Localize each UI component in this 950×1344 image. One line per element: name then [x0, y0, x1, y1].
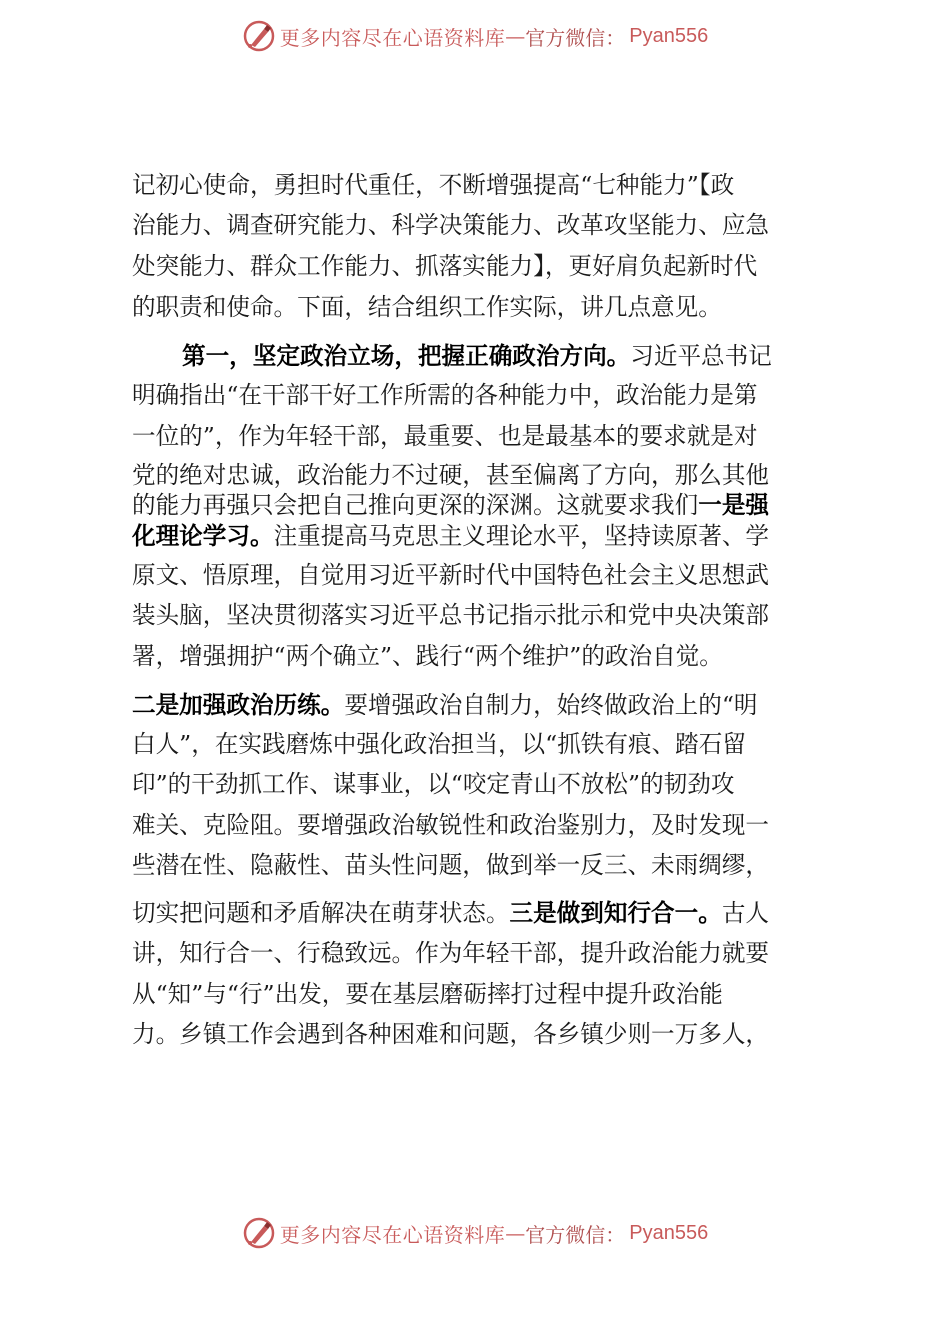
banner-wechat-label: 官方微信：	[525, 25, 626, 50]
text-line: 从“知”与“行”出发，要在基层磨砺摔打过程中提升政治能	[132, 980, 723, 1008]
text-line: 化理论学习。注重提高马克思主义理论水平，坚持读原著、学	[132, 522, 770, 550]
banner-title: 更多内容尽在心语资料库	[279, 25, 506, 50]
text-line: 原文、悟原理，自觉用习近平新时代中国特色社会主义思想武	[132, 561, 770, 589]
text-line: 印”的干劲抓工作、谋事业，以“咬定青山不放松”的韧劲攻	[132, 770, 735, 798]
point-heading-1: 一是强	[698, 491, 770, 519]
text-line: 一位的”，作为年轻干部，最重要、也是最基本的要求就是对	[132, 422, 758, 450]
section-heading-1: 第一，坚定政治立场，把握正确政治方向。	[182, 342, 631, 370]
pen-nib-logo-icon	[242, 1216, 276, 1250]
banner-wechat-id: Pyan556	[629, 24, 709, 47]
point-heading-2: 二是加强政治历练。	[132, 691, 345, 719]
text-line: 装头脑，坚决贯彻落实习近平总书记指示批示和党中央决策部	[132, 601, 770, 629]
point-heading-3: 三是做到知行合一。	[509, 899, 722, 927]
text-line: 切实把问题和矛盾解决在萌芽状态。三是做到知行合一。古人	[132, 899, 770, 927]
point-heading-1-cont: 化理论学习。	[132, 522, 274, 550]
text-line: 治能力、调查研究能力、科学决策能力、改革攻坚能力、应急	[132, 211, 770, 239]
text-line: 难关、克险阻。要增强政治敏锐性和政治鉴别力，及时发现一	[132, 811, 770, 839]
text-line: 的职责和使命。下面，结合组织工作实际，讲几点意见。	[132, 293, 722, 321]
text-line: 明确指出“在干部干好工作所需的各种能力中，政治能力是第	[132, 381, 758, 409]
text-line: 第一，坚定政治立场，把握正确政治方向。习近平总书记	[182, 342, 772, 370]
text-line: 处突能力、群众工作能力、抓落实能力】，更好肩负起新时代	[132, 252, 758, 280]
banner-separator: —	[505, 1221, 526, 1245]
banner-wechat-id: Pyan556	[629, 1221, 709, 1244]
footer-watermark-banner	[0, 1213, 950, 1253]
text-line: 记初心使命，勇担时代重任，不断增强提高“七种能力”【政	[132, 171, 735, 199]
text-line: 署，增强拥护“两个确立”、践行“两个维护”的政治自觉。	[132, 642, 723, 670]
text-line: 白人”，在实践磨炼中强化政治担当，以“抓铁有痕、踏石留	[132, 730, 746, 758]
text-line: 讲，知行合一、行稳致远。作为年轻干部，提升政治能力就要	[132, 939, 770, 967]
text-line: 党的绝对忠诚，政治能力不过硬，甚至偏离了方向，那么其他	[132, 461, 770, 489]
banner-title: 更多内容尽在心语资料库	[279, 1222, 506, 1247]
banner-separator: —	[505, 24, 526, 48]
text-line: 的能力再强只会把自己推向更深的深渊。这就要求我们一是强	[132, 491, 770, 519]
text-line: 力。乡镇工作会遇到各种困难和问题，各乡镇少则一万多人，	[132, 1020, 770, 1048]
text-line: 二是加强政治历练。要增强政治自制力，始终做政治上的“明	[132, 691, 758, 719]
banner-wechat-label: 官方微信：	[525, 1222, 626, 1247]
text-line: 些潜在性、隐蔽性、苗头性问题，做到举一反三、未雨绸缪，	[132, 851, 770, 879]
pen-nib-logo-icon	[242, 19, 276, 53]
header-watermark-banner	[0, 16, 950, 56]
